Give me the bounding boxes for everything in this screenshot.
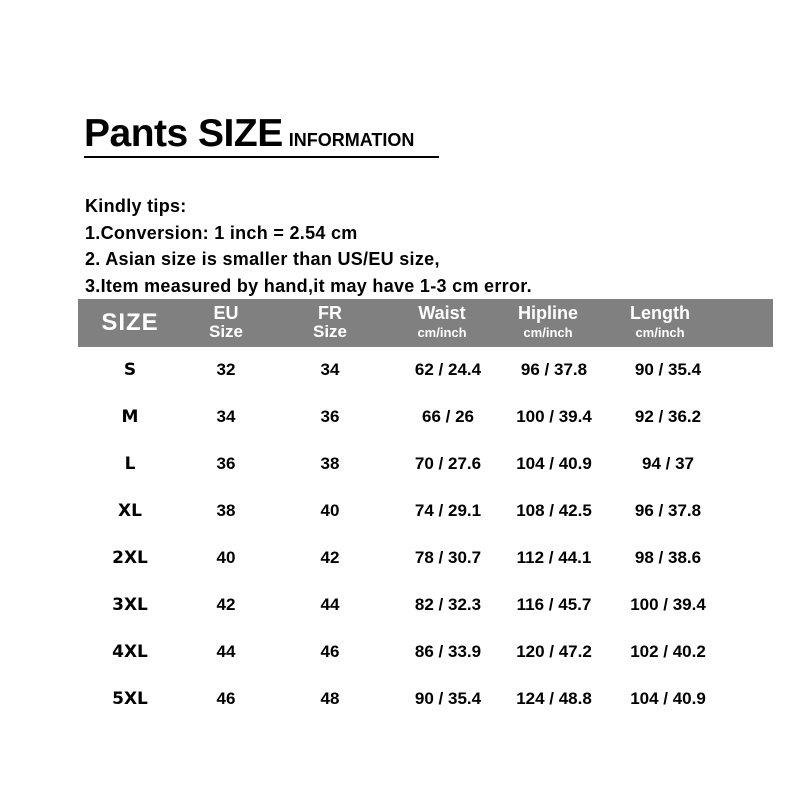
cell-hipline: 96 / 37.8 — [520, 360, 588, 379]
cell-waist: 90 / 35.4 — [414, 689, 482, 708]
tips-block — [85, 193, 532, 299]
cell-length: 102 / 40.2 — [630, 642, 706, 661]
cell-length: 92 / 36.2 — [634, 407, 702, 426]
cell-size: 5XL — [112, 689, 148, 709]
header-hipline-line1: Hipline — [517, 303, 579, 323]
table-row — [0, 496, 800, 526]
tip-asian-size: 2. Asian size is smaller than US/EU size, — [85, 249, 440, 270]
table-row — [0, 637, 800, 667]
cell-waist: 62 / 24.4 — [414, 360, 482, 379]
cell-size: L — [124, 454, 136, 474]
cell-hipline: 116 / 45.7 — [516, 595, 592, 614]
cell-hipline: 124 / 48.8 — [516, 689, 592, 708]
header-size: SIZE — [101, 309, 159, 336]
cell-fr: 46 — [320, 642, 340, 661]
cell-length: 94 / 37 — [642, 454, 694, 473]
header-eu-line1: EU — [213, 303, 239, 323]
cell-length: 100 / 39.4 — [630, 595, 706, 614]
cell-size: 2XL — [112, 548, 148, 568]
table-row — [0, 449, 800, 479]
title-sub: INFORMATION — [288, 130, 415, 150]
cell-size: XL — [118, 501, 142, 521]
cell-size: M — [121, 407, 139, 427]
cell-waist: 74 / 29.1 — [414, 501, 482, 520]
tip-measurement-error: 3.Item measured by hand,it may have 1-3 cm error. — [85, 275, 532, 296]
table-row — [0, 402, 800, 432]
cell-length: 96 / 37.8 — [634, 501, 702, 520]
cell-fr: 34 — [320, 360, 340, 379]
header-hipline — [518, 299, 578, 347]
header-length-line1: Length — [630, 303, 690, 323]
cell-hipline: 112 / 44.1 — [516, 548, 592, 567]
cell-eu: 40 — [216, 548, 236, 567]
cell-waist: 78 / 30.7 — [414, 548, 482, 567]
page-title — [84, 114, 414, 153]
cell-fr: 38 — [320, 454, 340, 473]
cell-length: 98 / 38.6 — [634, 548, 702, 567]
cell-size: 4XL — [112, 642, 148, 662]
header-fr-line1: FR — [318, 303, 342, 323]
header-waist-line1: Waist — [418, 303, 466, 323]
cell-size: S — [123, 360, 137, 380]
header-fr-line2: Size — [312, 322, 348, 341]
header-waist — [417, 299, 466, 347]
size-table-header — [78, 299, 773, 347]
header-hipline-line2: cm/inch — [523, 325, 573, 340]
cell-fr: 48 — [320, 689, 340, 708]
table-row — [0, 590, 800, 620]
cell-hipline: 100 / 39.4 — [516, 407, 592, 426]
cell-length: 90 / 35.4 — [634, 360, 702, 379]
cell-eu: 38 — [216, 501, 236, 520]
cell-fr: 42 — [320, 548, 340, 567]
cell-eu: 32 — [216, 360, 236, 379]
cell-waist: 66 / 26 — [422, 407, 474, 426]
cell-waist: 82 / 32.3 — [414, 595, 482, 614]
cell-fr: 36 — [320, 407, 340, 426]
cell-waist: 70 / 27.6 — [414, 454, 482, 473]
cell-size: 3XL — [112, 595, 148, 615]
tip-conversion: 1.Conversion: 1 inch = 2.54 cm — [85, 222, 358, 243]
cell-eu: 34 — [216, 407, 236, 426]
table-row — [0, 543, 800, 573]
cell-eu: 44 — [216, 642, 236, 661]
table-row — [0, 355, 800, 385]
table-row — [0, 684, 800, 714]
cell-eu: 36 — [216, 454, 236, 473]
cell-hipline: 108 / 42.5 — [516, 501, 592, 520]
header-eu-line2: Size — [208, 322, 244, 341]
cell-fr: 44 — [320, 595, 340, 614]
cell-length: 104 / 40.9 — [630, 689, 706, 708]
cell-fr: 40 — [320, 501, 340, 520]
tips-heading: Kindly tips: — [85, 196, 187, 216]
cell-waist: 86 / 33.9 — [414, 642, 482, 661]
cell-hipline: 104 / 40.9 — [516, 454, 592, 473]
header-length-line2: cm/inch — [635, 325, 685, 340]
cell-hipline: 120 / 47.2 — [516, 642, 592, 661]
title-main: Pants SIZE — [84, 112, 283, 155]
header-fr — [313, 299, 347, 347]
header-eu — [209, 299, 243, 347]
cell-eu: 46 — [216, 689, 236, 708]
cell-eu: 42 — [216, 595, 236, 614]
title-underline — [84, 156, 439, 158]
header-length — [630, 299, 690, 347]
header-waist-line2: cm/inch — [417, 325, 467, 340]
